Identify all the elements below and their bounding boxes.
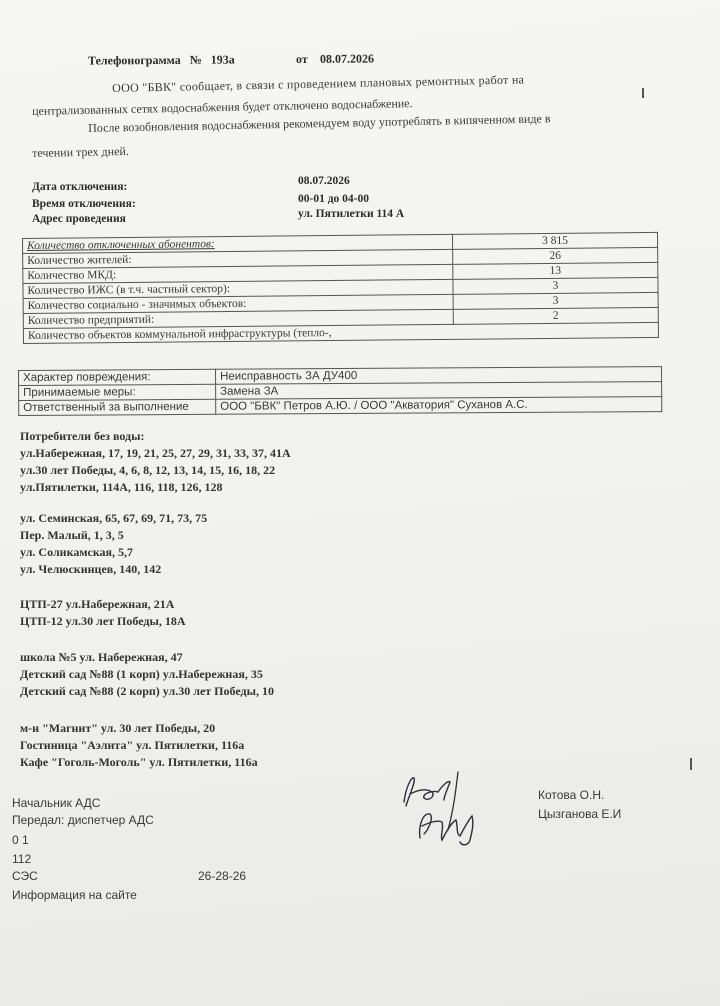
counts-label: Количество объектов коммунальной инфраструктуры (тепло-,: [23, 322, 658, 343]
consumers-title: Потребители без воды:: [20, 429, 145, 443]
details-row: [19, 397, 662, 416]
counts-value: 13: [453, 262, 658, 279]
footer-ses-phone: 26-28-26: [198, 869, 247, 883]
footer-ses: СЭС: [12, 869, 38, 883]
counts-label: Количество предприятий:: [23, 309, 453, 328]
counts-label: Количество отключенных абонентов:: [23, 234, 453, 253]
consumer-line: Гостиница "Аэлита" ул. Пятилетки, 116а: [20, 738, 245, 752]
footer-line-112: 112: [12, 852, 32, 866]
telephonogram-header: [87, 51, 375, 68]
outage-time-value: 00-01 до 04-00: [298, 193, 369, 205]
counts-value: 3: [453, 292, 658, 309]
header-date: 08.07.2026: [319, 51, 375, 66]
footer-site: Информация на сайте: [12, 888, 137, 902]
consumers-group-5: [20, 720, 258, 771]
header-number-sign: №: [189, 52, 202, 67]
consumer-line: ул.Набережная, 17, 19, 21, 25, 27, 29, 31, 33, 37, 41А: [20, 446, 291, 460]
consumers-group-3: [20, 596, 186, 630]
consumer-line: Детский сад №88 (1 корп) ул.Набережная, 35: [20, 667, 263, 681]
consumer-line: школа №5 ул. Набережная, 47: [20, 650, 183, 664]
details-value: Замена ЗА: [216, 382, 662, 400]
intro-line-4: течении трех дней.: [32, 143, 130, 160]
consumer-line: ЦТП-27 ул.Набережная, 21А: [20, 597, 175, 611]
handwritten-signature: [398, 768, 508, 848]
outage-date-label: Дата отключения:: [32, 181, 128, 193]
counts-label: Количество МКД:: [23, 264, 453, 283]
consumer-line: ул. Челюскинцев, 140, 142: [20, 562, 162, 576]
header-title: Телефонограмма: [87, 52, 181, 68]
counts-value: 3 815: [452, 232, 657, 249]
details-value: ООО "БВК" Петров А.Ю. / ООО "Акватория" Суханов А.С.: [216, 397, 662, 415]
counts-label: Количество ИЖС (в т.ч. частный сектор):: [23, 279, 453, 298]
consumer-line: Пер. Малый, 1, 3, 5: [20, 528, 124, 542]
consumer-line: м-н "Магнит" ул. 30 лет Победы, 20: [20, 721, 216, 735]
intro-line-3: После возобновления водоснабжения рекомендуем воду употреблять в кипяченном виде в: [88, 111, 551, 135]
header-number: 193а: [210, 52, 235, 67]
consumer-line: ул.Пятилетки, 114А, 116, 118, 126, 128: [20, 480, 223, 494]
consumer-line: Кафе "Гоголь-Моголь" ул. Пятилетки, 116а: [20, 755, 258, 769]
outage-date-value: 08.07.2026: [298, 175, 350, 187]
consumer-line: ул. Семинская, 65, 67, 69, 71, 73, 75: [20, 511, 208, 525]
margin-mark: [642, 88, 644, 98]
footer-chief: Начальник АДС: [12, 796, 101, 810]
footer-passed: Передал: диспетчер АДС: [12, 813, 154, 827]
intro-line-1: ООО "БВК" сообщает, в связи с проведением плановых ремонтных работ на: [112, 72, 525, 95]
consumer-line: ул.30 лет Победы, 4, 6, 8, 12, 13, 14, 15, 16, 18, 22: [20, 463, 276, 477]
consumers-group-4: [20, 649, 274, 700]
counts-value: 3: [453, 277, 658, 294]
counts-value: 2: [453, 307, 658, 324]
outage-address-label: Адрес проведения: [32, 213, 126, 225]
consumer-line: Детский сад №88 (2 корп) ул.30 лет Победы, 10: [20, 684, 274, 698]
consumer-line: ул. Соликамская, 5,7: [20, 545, 134, 559]
details-label: Ответственный за выполнение: [19, 399, 216, 415]
footer-line-01: 0 1: [12, 833, 29, 847]
details-table: [18, 366, 662, 416]
counts-label: Количество социально - значимых объектов:: [23, 294, 453, 313]
margin-mark: [690, 758, 692, 770]
consumer-line: ЦТП-12 ул.30 лет Победы, 18А: [20, 614, 186, 628]
footer-name-1: Котова О.Н.: [538, 788, 605, 802]
details-label: Характер повреждения:: [19, 369, 216, 385]
outage-address-value: ул. Пятилетки 114 А: [298, 208, 405, 220]
outage-time-label: Время отключения:: [32, 198, 136, 210]
footer-name-2: Цызганова Е.И: [538, 807, 622, 821]
counts-table: [22, 232, 659, 344]
counts-label: Количество жителей:: [23, 249, 453, 268]
consumers-group-2: [20, 510, 207, 578]
intro-line-2: централизованных сетях водоснабжения будет отключено водоснабжение.: [32, 96, 413, 118]
consumers-group-1: [20, 445, 291, 496]
details-label: Принимаемые меры:: [19, 384, 216, 400]
header-from-word: от: [295, 51, 308, 67]
details-value: Неисправность ЗА ДУ400: [215, 367, 661, 385]
counts-value: 26: [453, 247, 658, 264]
